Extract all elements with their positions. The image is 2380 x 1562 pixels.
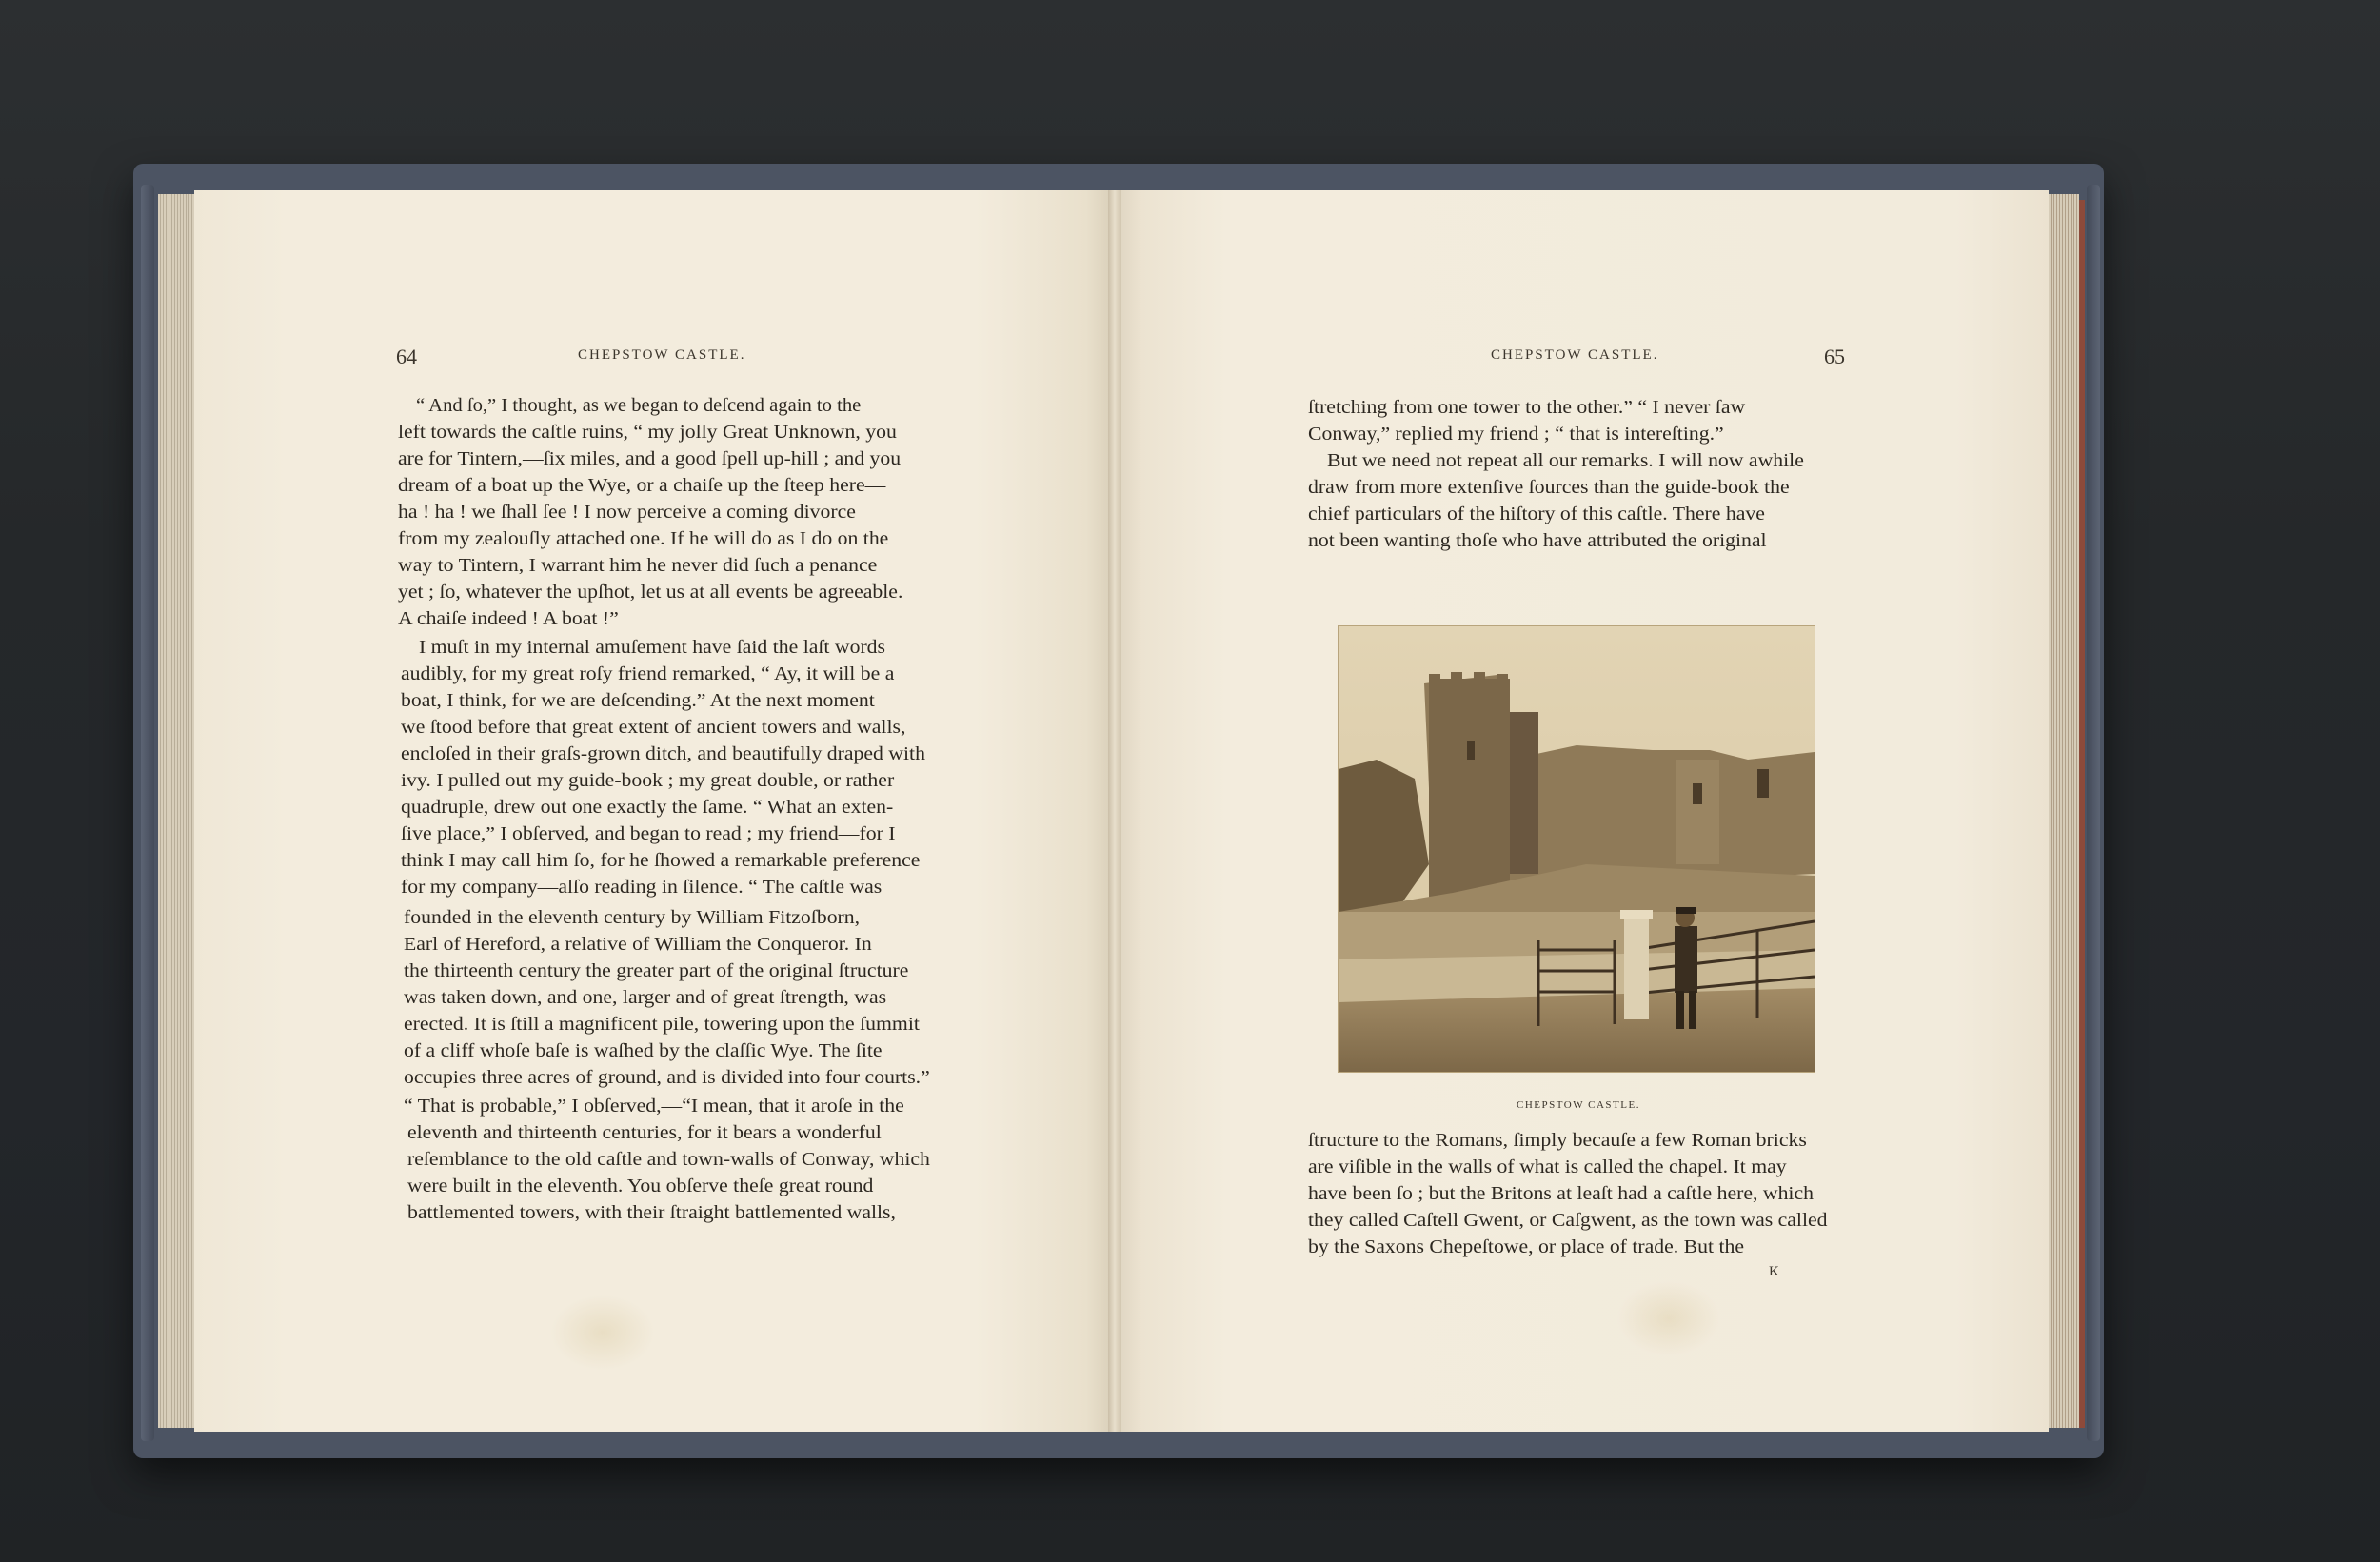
text-line: are for Tintern,—ſix miles, and a good ſpell up-hill ; and you bbox=[398, 448, 902, 469]
text-line: way to Tintern, I warrant him he never did ſuch a penance bbox=[398, 555, 878, 576]
text-line: erected. It is ſtill a magnificent pile, towering upon the ſummit bbox=[404, 1014, 920, 1035]
text-line: ivy. I pulled out my guide-book ; my great double, or rather bbox=[401, 770, 895, 791]
page-stack-right bbox=[2049, 194, 2079, 1428]
text-line: Earl of Hereford, a relative of William the Conqueror. In bbox=[404, 934, 872, 955]
book-gutter bbox=[1108, 190, 1121, 1432]
text-line: they called Caſtell Gwent, or Caſgwent, as the town was called bbox=[1308, 1210, 1828, 1231]
watermark-ornament-left bbox=[550, 1295, 655, 1371]
text-line: I muſt in my internal amuſement have ſaid the laſt words bbox=[419, 637, 886, 658]
red-page-edge bbox=[2079, 200, 2085, 1428]
text-line: dream of a boat up the Wye, or a chaiſe up the ſteep here— bbox=[398, 475, 886, 496]
text-line: were built in the eleventh. You obſerve theſe great round bbox=[407, 1176, 874, 1196]
text-line: ſtructure to the Romans, ſimply becauſe a few Roman bricks bbox=[1308, 1130, 1807, 1151]
cover-edge-right bbox=[2087, 185, 2100, 1441]
text-line: battlemented towers, with their ſtraight battlemented walls, bbox=[407, 1202, 896, 1223]
text-line: the thirteenth century the greater part of the original ſtructure bbox=[404, 960, 909, 981]
text-line: from my zealouſly attached one. If he will do as I do on the bbox=[398, 528, 889, 549]
text-line: But we need not repeat all our remarks. I will now awhile bbox=[1327, 450, 1804, 471]
photo-caption: CHEPSTOW CASTLE. bbox=[1517, 1099, 1640, 1111]
text-line: think I may call him ſo, for he ſhowed a remarkable preference bbox=[401, 850, 921, 871]
text-line: are viſible in the walls of what is called the chapel. It may bbox=[1308, 1157, 1787, 1177]
text-line: founded in the eleventh century by William Fitzoſborn, bbox=[404, 907, 861, 928]
text-line: yet ; ſo, whatever the upſhot, let us at all events be agreeable. bbox=[398, 582, 903, 603]
text-line: A chaiſe indeed ! A boat !” bbox=[398, 608, 619, 629]
page-stack-left bbox=[158, 194, 197, 1428]
text-line: quadruple, drew out one exactly the ſame. “ What an exten- bbox=[401, 797, 894, 818]
text-line: not been wanting thoſe who have attributed the original bbox=[1308, 530, 1767, 551]
text-line: occupies three acres of ground, and is divided into four courts.” bbox=[404, 1067, 930, 1088]
castle-photo-illustration bbox=[1339, 626, 1815, 1072]
text-line: chief particulars of the hiſtory of this caſtle. There have bbox=[1308, 504, 1765, 524]
watermark-ornament-right bbox=[1616, 1280, 1721, 1356]
signature-mark: K bbox=[1769, 1264, 1779, 1279]
text-line: we ſtood before that great extent of ancient towers and walls, bbox=[401, 717, 906, 738]
text-line: for my company—alſo reading in ſilence. “ The caſtle was bbox=[401, 877, 883, 898]
text-line: “ And ſo,” I thought, as we began to deſcend again to the bbox=[416, 395, 862, 416]
text-line: ſtretching from one tower to the other.” “ I never ſaw bbox=[1308, 397, 1746, 418]
text-line: draw from more extenſive ſources than the guide-book the bbox=[1308, 477, 1790, 498]
text-line: left towards the caſtle ruins, “ my jolly Great Unknown, you bbox=[398, 422, 897, 443]
text-line: “ That is probable,” I obſerved,—“I mean, that it aroſe in the bbox=[404, 1096, 904, 1117]
running-head-right: CHEPSTOW CASTLE. bbox=[1491, 347, 1659, 363]
text-line: encloſed in their graſs-grown ditch, and beautifully draped with bbox=[401, 743, 925, 764]
text-line: of a cliff whoſe baſe is waſhed by the claſſic Wye. The ſite bbox=[404, 1040, 883, 1061]
text-line: reſemblance to the old caſtle and town-walls of Conway, which bbox=[407, 1149, 930, 1170]
page-number-right: 65 bbox=[1824, 345, 1845, 368]
text-line: have been ſo ; but the Britons at leaſt had a caſtle here, which bbox=[1308, 1183, 1814, 1204]
page-number-left: 64 bbox=[396, 345, 417, 368]
text-line: ha ! ha ! we ſhall ſee ! I now perceive a coming divorce bbox=[398, 502, 856, 523]
text-line: eleventh and thirteenth centuries, for it bears a wonderful bbox=[407, 1122, 882, 1143]
text-line: Conway,” replied my friend ; “ that is intereſting.” bbox=[1308, 424, 1724, 445]
text-line: audibly, for my great roſy friend remarked, “ Ay, it will be a bbox=[401, 663, 895, 684]
running-head-left: CHEPSTOW CASTLE. bbox=[578, 347, 746, 363]
text-line: by the Saxons Chepeſtowe, or place of trade. But the bbox=[1308, 1236, 1745, 1257]
text-line: ſive place,” I obſerved, and began to read ; my friend—for I bbox=[401, 823, 896, 844]
text-line: was taken down, and one, larger and of great ſtrength, was bbox=[404, 987, 887, 1008]
cover-edge-left bbox=[141, 185, 154, 1441]
castle-photograph bbox=[1339, 626, 1815, 1072]
text-line: boat, I think, for we are deſcending.” At the next moment bbox=[401, 690, 875, 711]
